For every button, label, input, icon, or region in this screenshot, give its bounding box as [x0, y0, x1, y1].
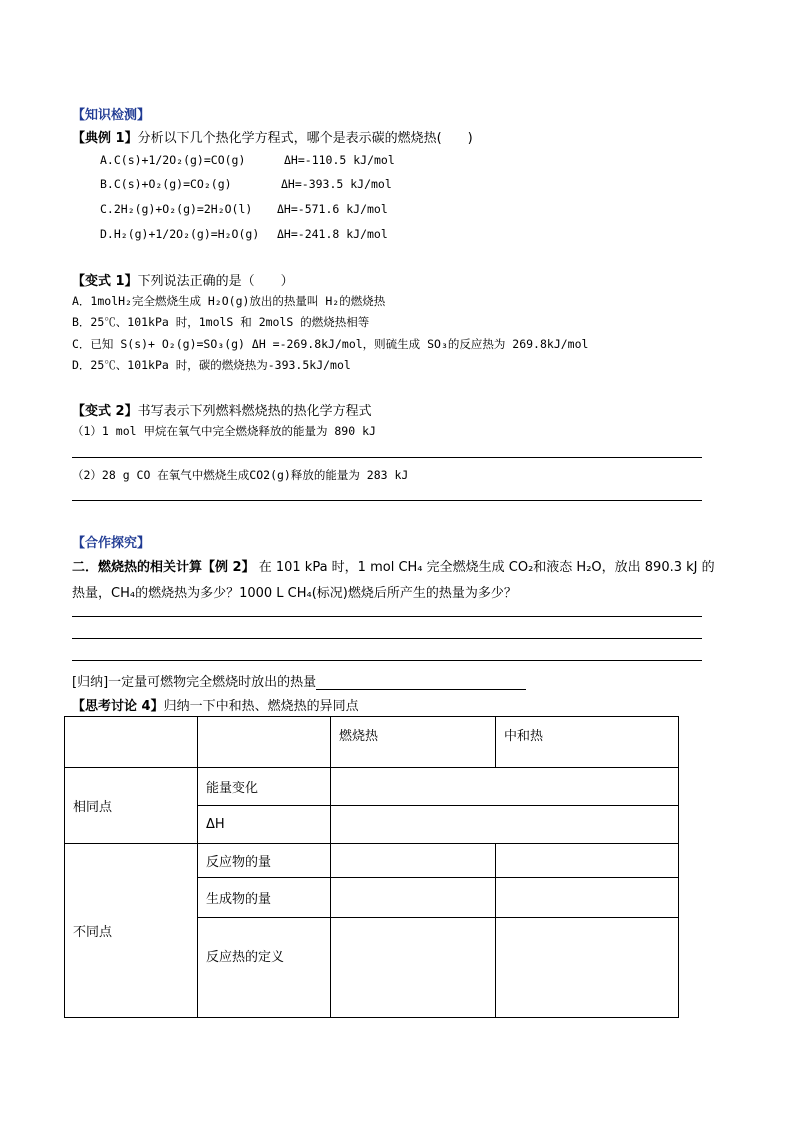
- variant-2-text: 书写表示下列燃料燃烧热的热化学方程式: [137, 404, 372, 419]
- row-label-product-amount: 生成物的量: [198, 878, 331, 918]
- table-cell: [496, 844, 679, 878]
- example-2-heading: 二．燃烧热的相关计算: [72, 560, 203, 575]
- variant-2-label: 【变式 2】: [72, 404, 138, 419]
- example-1-text: 分析以下几个热化学方程式，哪个是表示碳的燃烧热( ): [137, 131, 473, 146]
- variant-1-label: 【变式 1】: [72, 274, 138, 289]
- table-cell: [496, 918, 679, 1018]
- example-1-option-b-dh: ΔH=-393.5 kJ/mol: [281, 177, 392, 191]
- header-neutralization-heat: 中和热: [496, 717, 679, 768]
- example-2-line-1: [72, 556, 715, 575]
- example-1-option-d-dh: ΔH=-241.8 kJ/mol: [277, 227, 388, 241]
- row-label-definition: 反应热的定义: [198, 918, 331, 1018]
- table-cell: [496, 878, 679, 918]
- table-cell: [331, 844, 496, 878]
- answer-line: [72, 457, 702, 458]
- example-1-option-d-equation: D.H₂(g)+1/2O₂(g)=H₂O(g): [100, 227, 260, 241]
- variant-1-text: 下列说法正确的是（ ）: [137, 274, 294, 289]
- example-1-option-c-equation: C.2H₂(g)+O₂(g)=2H₂O(l): [100, 202, 253, 216]
- example-1-option-c-dh: ΔH=-571.6 kJ/mol: [277, 202, 388, 216]
- example-1-label: 【典例 1】: [72, 131, 138, 146]
- table-row: [65, 844, 679, 878]
- section-title-cooperative-inquiry: 【合作探究】: [72, 536, 151, 551]
- header-combustion-heat: 燃烧热: [331, 717, 496, 768]
- row-label-similarities: 相同点: [65, 768, 198, 844]
- variant-2-question: [72, 400, 372, 419]
- table-cell: [331, 768, 679, 806]
- variant-2-item-1: （1）1 mol 甲烷在氧气中完全燃烧释放的能量为 890 kJ: [72, 424, 376, 438]
- fill-in-blank: [316, 675, 526, 690]
- table-row: [65, 768, 679, 806]
- example-2-line-2: 热量，CH₄的燃烧热为多少？1000 L CH₄(标况)燃烧后所产生的热量为多少？: [72, 586, 517, 601]
- variant-2-item-2: （2）28 g CO 在氧气中燃烧生成CO2(g)释放的能量为 283 kJ: [72, 468, 409, 482]
- example-2-text-1: 在 101 kPa 时，1 mol CH₄ 完全燃烧生成 CO₂和液态 H₂O，放出 890.3 kJ 的: [254, 560, 715, 575]
- row-label-delta-h: ΔH: [198, 806, 331, 844]
- variant-1-option-d: D．25℃、101kPa 时，碳的燃烧热为-393.5kJ/mol: [72, 358, 351, 372]
- discussion-4-label: 【思考讨论 4】: [72, 699, 164, 714]
- row-label-reactant-amount: 反应物的量: [198, 844, 331, 878]
- section-title-knowledge-check: 【知识检测】: [72, 108, 151, 123]
- variant-1-option-b: B．25℃、101kPa 时，1molS 和 2molS 的燃烧热相等: [72, 315, 370, 329]
- answer-line: [72, 660, 702, 661]
- row-label-differences: 不同点: [65, 844, 198, 1018]
- table-cell: [65, 717, 198, 768]
- example-1-question: [72, 127, 473, 146]
- table-cell: [331, 878, 496, 918]
- example-1-option-a-dh: ΔH=-110.5 kJ/mol: [284, 153, 395, 167]
- example-1-option-a-equation: A.C(s)+1/2O₂(g)=CO(g): [100, 153, 246, 167]
- summary-line: [72, 671, 526, 690]
- discussion-4-text: 归纳一下中和热、燃烧热的异同点: [163, 699, 359, 714]
- row-label-energy-change: 能量变化: [198, 768, 331, 806]
- table-cell: [331, 806, 679, 844]
- table-cell: [198, 717, 331, 768]
- variant-1-option-c: C．已知 S(s)+ O₂(g)=SO₃(g) ΔH =-269.8kJ/mol，则硫生成 SO₃的反应热为 269.8kJ/mol: [72, 337, 589, 351]
- answer-line: [72, 500, 702, 501]
- example-1-option-b-equation: B.C(s)+O₂(g)=CO₂(g): [100, 177, 232, 191]
- answer-line: [72, 638, 702, 639]
- table-cell: [331, 918, 496, 1018]
- variant-1-option-a: A．1molH₂完全燃烧生成 H₂O(g)放出的热量叫 H₂的燃烧热: [72, 294, 386, 308]
- answer-line: [72, 616, 702, 617]
- example-2-label: 【例 2】: [202, 560, 255, 575]
- summary-text: [归纳]一定量可燃物完全燃烧时放出的热量: [72, 675, 317, 690]
- variant-1-question: [72, 270, 294, 289]
- table-header-row: [65, 717, 679, 768]
- comparison-table: [64, 716, 679, 1018]
- discussion-4: [72, 695, 359, 714]
